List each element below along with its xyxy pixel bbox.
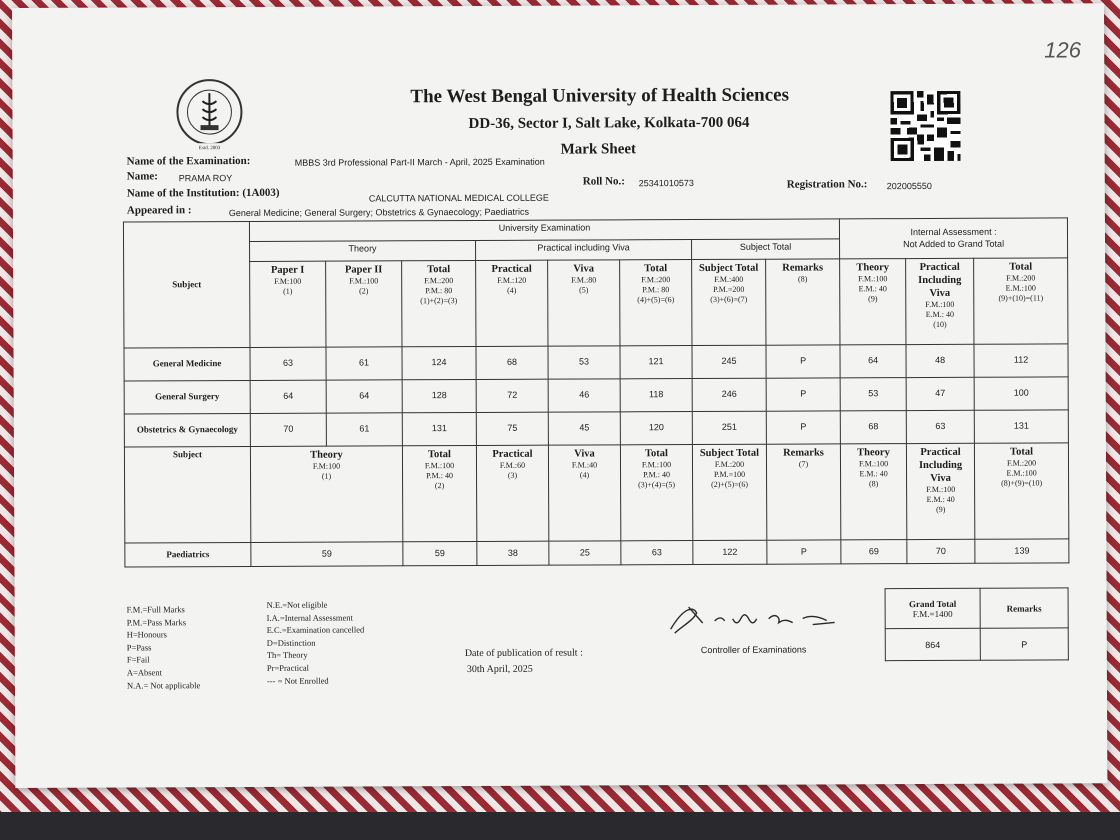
legend-item: D=Distinction bbox=[266, 637, 316, 648]
column-index: (4)+(5)=(6) bbox=[637, 295, 675, 305]
controller-label: Controller of Examinations bbox=[700, 644, 807, 656]
column-index: (9) bbox=[868, 294, 878, 304]
legend-item: A=Absent bbox=[126, 667, 162, 678]
column-header bbox=[840, 444, 906, 540]
column-header bbox=[766, 259, 840, 345]
column-header bbox=[402, 445, 476, 541]
subject-name: General Surgery bbox=[124, 380, 250, 414]
legend-item: N.E.=Not eligible bbox=[266, 599, 328, 610]
page-number-note: 126 bbox=[1044, 37, 1081, 63]
mark-cell: 251 bbox=[692, 411, 766, 444]
column-index: (1)+(2)=(3) bbox=[420, 296, 458, 306]
column-index: (2)+(5)=(6) bbox=[711, 479, 749, 490]
appeared-label: Appeared in : bbox=[126, 204, 192, 217]
column-index: (2) bbox=[359, 286, 369, 296]
legend-item: I.A.=Internal Assessment bbox=[266, 612, 353, 623]
grand-total-label: Grand Total bbox=[908, 598, 957, 609]
grand-total-fm: F.M.=1400 bbox=[912, 608, 953, 619]
mark-cell: P bbox=[766, 378, 840, 411]
column-full-marks: F.M.:200 bbox=[714, 459, 745, 470]
controller-signature bbox=[663, 598, 853, 639]
background-shadow bbox=[0, 812, 1120, 840]
grand-total-header bbox=[885, 588, 980, 628]
registration-value: 202005550 bbox=[886, 180, 932, 192]
column-full-marks: F.M.:200 bbox=[1006, 458, 1037, 468]
mark-cell: 68 bbox=[840, 411, 906, 444]
column-title: Total bbox=[644, 448, 668, 460]
roll-value: 25341010573 bbox=[638, 178, 694, 189]
paediatrics-header-row bbox=[124, 443, 1068, 543]
mark-cell: 53 bbox=[548, 346, 620, 379]
subject-header: Subject bbox=[123, 221, 250, 348]
column-title: Viva bbox=[574, 448, 595, 460]
column-full-marks: F.M.:100 bbox=[641, 460, 672, 470]
column-index: (4) bbox=[579, 470, 590, 480]
column-full-marks: F.M.:400 bbox=[714, 274, 744, 285]
mark-cell: 68 bbox=[476, 346, 548, 379]
column-header bbox=[326, 261, 402, 347]
column-header bbox=[692, 444, 766, 540]
university-address: DD-36, Sector I, Salt Lake, Kolkata-700 064 bbox=[468, 114, 750, 133]
column-full-marks: F.M.:100 bbox=[349, 276, 379, 286]
column-header bbox=[766, 444, 840, 540]
mark-cell: 118 bbox=[620, 379, 692, 412]
internal-subtitle: Not Added to Grand Total bbox=[903, 238, 1005, 249]
mark-cell: 139 bbox=[975, 539, 1069, 563]
column-index: (10) bbox=[933, 320, 947, 330]
column-index: (7) bbox=[798, 459, 809, 469]
subject-row bbox=[124, 377, 1068, 414]
column-header bbox=[250, 446, 402, 543]
column-index: (3) bbox=[507, 470, 518, 480]
subject-row bbox=[124, 410, 1068, 447]
mark-cell: 64 bbox=[840, 345, 906, 378]
column-index: (5) bbox=[579, 285, 589, 295]
column-full-marks: F.M:100 bbox=[312, 461, 341, 471]
column-header bbox=[250, 261, 326, 347]
internal-assessment-header bbox=[839, 218, 1067, 259]
mark-cell: 59 bbox=[403, 541, 477, 565]
legend-item: F=Fail bbox=[126, 654, 150, 665]
column-pass-marks: E.M.: 40 bbox=[926, 495, 955, 505]
column-title: Total bbox=[644, 263, 668, 275]
mark-cell: 122 bbox=[693, 540, 767, 564]
column-full-marks: F.M:100 bbox=[274, 276, 302, 286]
document-title: Mark Sheet bbox=[560, 141, 637, 158]
mark-cell: 246 bbox=[692, 378, 766, 411]
institution-label: Name of the Institution: (1A003) bbox=[126, 186, 280, 200]
publication-date: 30th April, 2025 bbox=[466, 663, 533, 676]
column-header bbox=[548, 445, 620, 541]
column-title: Theory bbox=[310, 449, 343, 461]
column-header bbox=[692, 259, 766, 345]
mark-cell: 45 bbox=[548, 412, 620, 445]
mark-cell: 131 bbox=[402, 412, 476, 445]
grand-remarks-label: Remarks bbox=[980, 588, 1068, 628]
mark-cell: 63 bbox=[621, 541, 693, 565]
column-full-marks: F.M.:100 bbox=[858, 459, 889, 469]
column-pass-marks: E.M.:100 bbox=[1006, 468, 1037, 478]
column-title: Paper II bbox=[344, 264, 383, 276]
column-index: (1) bbox=[321, 471, 332, 481]
column-full-marks: F.M.:100 bbox=[858, 274, 888, 284]
subject-name: Obstetrics & Gynaecology bbox=[124, 413, 250, 447]
internal-title: Internal Assessment : bbox=[910, 226, 997, 238]
column-index: (8)+(9)=(10) bbox=[1001, 478, 1043, 488]
main-rows bbox=[124, 344, 1069, 447]
legend-item: H=Honours bbox=[126, 629, 167, 640]
column-title: Paper I bbox=[270, 264, 305, 276]
appeared-value: General Medicine; General Surgery; Obstetrics & Gynaecology; Paediatrics bbox=[228, 206, 530, 219]
subject-total-group-header: Subject Total bbox=[692, 239, 840, 260]
legend-left bbox=[127, 603, 201, 691]
university-exam-header: University Examination bbox=[249, 219, 839, 242]
mark-cell: 47 bbox=[906, 377, 974, 410]
mark-cell: 64 bbox=[326, 380, 402, 413]
column-full-marks: F.M.:200 bbox=[1006, 273, 1036, 283]
subject-name: General Medicine bbox=[124, 347, 250, 381]
column-pass-marks: E.M.: 40 bbox=[925, 310, 955, 320]
column-pass-marks: P.M.=100 bbox=[713, 469, 746, 480]
mark-cell: 59 bbox=[251, 542, 403, 567]
subject-row bbox=[124, 344, 1068, 381]
grand-total-table bbox=[885, 587, 1069, 661]
column-pass-marks: P.M.: 40 bbox=[643, 470, 671, 480]
column-header bbox=[974, 258, 1068, 344]
column-header bbox=[402, 260, 476, 346]
column-full-marks: F.M.:120 bbox=[497, 275, 527, 286]
column-title: Total bbox=[427, 264, 451, 276]
roll-label: Roll No.: bbox=[582, 175, 625, 188]
legend-item: N.A.= Not applicable bbox=[126, 679, 201, 691]
column-title: Total bbox=[1010, 446, 1034, 458]
grand-remarks-value: P bbox=[980, 628, 1068, 660]
legend-right bbox=[267, 598, 365, 687]
university-name: The West Bengal University of Health Sciences bbox=[410, 84, 790, 108]
column-index: (1) bbox=[283, 286, 293, 296]
candidate-name: PRAMA ROY bbox=[178, 173, 233, 184]
column-index: (3)+(4)=(5) bbox=[638, 480, 676, 490]
mark-cell: 46 bbox=[548, 379, 620, 412]
paediatrics-subject-header: Subject bbox=[124, 446, 250, 543]
mark-cell: 128 bbox=[402, 379, 476, 412]
column-full-marks: F.M.:80 bbox=[571, 275, 597, 285]
column-index: (4) bbox=[507, 285, 517, 295]
column-header-row bbox=[124, 258, 1068, 348]
qr-code-icon bbox=[890, 91, 960, 161]
column-title: Practical bbox=[492, 448, 533, 460]
column-title: Remarks bbox=[783, 447, 824, 459]
mark-sheet-paper bbox=[12, 3, 1107, 788]
column-title: Total bbox=[427, 449, 451, 461]
mark-cell: 120 bbox=[620, 412, 692, 445]
column-header bbox=[476, 260, 548, 346]
column-full-marks: F.M.:200 bbox=[424, 276, 454, 286]
institution-value: CALCUTTA NATIONAL MEDICAL COLLEGE bbox=[368, 192, 549, 204]
column-index: (9) bbox=[936, 505, 946, 515]
column-pass-marks: P.M.: 40 bbox=[426, 471, 454, 481]
column-header bbox=[906, 443, 974, 539]
column-pass-marks: P.M.=200 bbox=[713, 284, 745, 295]
legend-item: Th= Theory bbox=[266, 650, 308, 661]
subject-name: Paediatrics bbox=[125, 542, 251, 567]
mark-cell: 61 bbox=[326, 413, 402, 446]
column-pass-marks: P.M.: 80 bbox=[425, 286, 453, 296]
mark-cell: 121 bbox=[620, 346, 692, 379]
mark-cell: 61 bbox=[326, 347, 402, 380]
grand-total-value: 864 bbox=[885, 628, 980, 660]
column-pass-marks: E.M.: 40 bbox=[858, 284, 887, 294]
mark-cell: 63 bbox=[250, 347, 326, 380]
column-full-marks: F.M.:100 bbox=[925, 300, 955, 310]
column-title: Practical Including Viva bbox=[918, 446, 963, 485]
registration-label: Registration No.: bbox=[786, 178, 868, 191]
mark-cell: 131 bbox=[974, 410, 1068, 443]
column-full-marks: F.M.:60 bbox=[499, 460, 526, 471]
mark-cell: 72 bbox=[476, 379, 548, 412]
column-index: (9)+(10)=(11) bbox=[998, 293, 1044, 303]
exam-value: MBBS 3rd Professional Part-II March - April, 2025 Examination bbox=[294, 156, 545, 168]
publication-label: Date of publication of result : bbox=[464, 647, 583, 660]
column-index: (8) bbox=[868, 479, 879, 489]
column-header bbox=[620, 445, 692, 541]
practical-group-header: Practical including Viva bbox=[476, 240, 692, 261]
mark-cell: 100 bbox=[974, 377, 1068, 410]
column-pass-marks: P.M.: 80 bbox=[642, 285, 670, 295]
column-header bbox=[906, 258, 974, 344]
column-title: Theory bbox=[857, 447, 890, 459]
column-full-marks: F.M.:100 bbox=[424, 461, 455, 471]
mark-cell: 25 bbox=[549, 541, 621, 565]
column-pass-marks: E.M.: 40 bbox=[859, 469, 888, 479]
column-title: Subject Total bbox=[698, 262, 759, 275]
legend-item: F.M.=Full Marks bbox=[126, 604, 185, 615]
legend-item: P=Pass bbox=[126, 642, 152, 653]
mark-cell: 69 bbox=[841, 540, 907, 564]
column-header bbox=[548, 260, 620, 346]
legend-item: P.M.=Pass Marks bbox=[126, 616, 187, 628]
paediatrics-row bbox=[125, 539, 1069, 567]
mark-cell: P bbox=[766, 411, 840, 444]
legend-item: --- = Not Enrolled bbox=[266, 675, 329, 686]
legend-item: E.C.=Examination cancelled bbox=[266, 624, 365, 636]
mark-cell: 245 bbox=[692, 345, 766, 378]
university-logo-icon bbox=[172, 77, 246, 151]
column-title: Total bbox=[1009, 261, 1033, 273]
column-title: Remarks bbox=[782, 262, 824, 274]
exam-label: Name of the Examination: bbox=[126, 154, 251, 168]
column-header bbox=[840, 259, 906, 345]
mark-cell: 48 bbox=[906, 344, 974, 377]
mark-cell: 53 bbox=[840, 378, 906, 411]
legend-item: Pr=Practical bbox=[266, 662, 309, 673]
marks-table bbox=[123, 217, 1070, 567]
mark-cell: 64 bbox=[250, 380, 326, 413]
mark-cell: P bbox=[766, 345, 840, 378]
column-full-marks: F.M.:40 bbox=[571, 460, 598, 470]
column-index: (8) bbox=[798, 274, 808, 284]
column-header bbox=[620, 260, 692, 346]
column-title: Theory bbox=[856, 262, 890, 274]
mark-cell: 70 bbox=[907, 539, 975, 563]
mark-cell: 63 bbox=[906, 410, 974, 443]
column-header bbox=[476, 445, 548, 541]
column-title: Subject Total bbox=[699, 447, 760, 460]
mark-cell: 38 bbox=[477, 541, 549, 565]
column-index: (2) bbox=[434, 481, 445, 491]
logo-year: Estd. 2003 bbox=[198, 146, 221, 152]
mark-cell: P bbox=[767, 540, 841, 564]
mark-cell: 124 bbox=[402, 346, 476, 379]
column-header bbox=[974, 443, 1068, 539]
column-index: (3)+(6)=(7) bbox=[710, 294, 748, 305]
column-full-marks: F.M.:100 bbox=[926, 485, 956, 495]
name-label: Name: bbox=[126, 170, 158, 183]
theory-group-header: Theory bbox=[250, 240, 476, 261]
column-title: Viva bbox=[573, 263, 594, 275]
column-title: Practical Including Viva bbox=[918, 261, 962, 300]
mark-cell: 70 bbox=[250, 413, 326, 446]
column-pass-marks: E.M.:100 bbox=[1005, 283, 1036, 293]
column-title: Practical bbox=[491, 263, 532, 275]
mark-cell: 75 bbox=[476, 412, 548, 445]
mark-cell: 112 bbox=[974, 344, 1068, 377]
column-full-marks: F.M.:200 bbox=[641, 275, 671, 285]
